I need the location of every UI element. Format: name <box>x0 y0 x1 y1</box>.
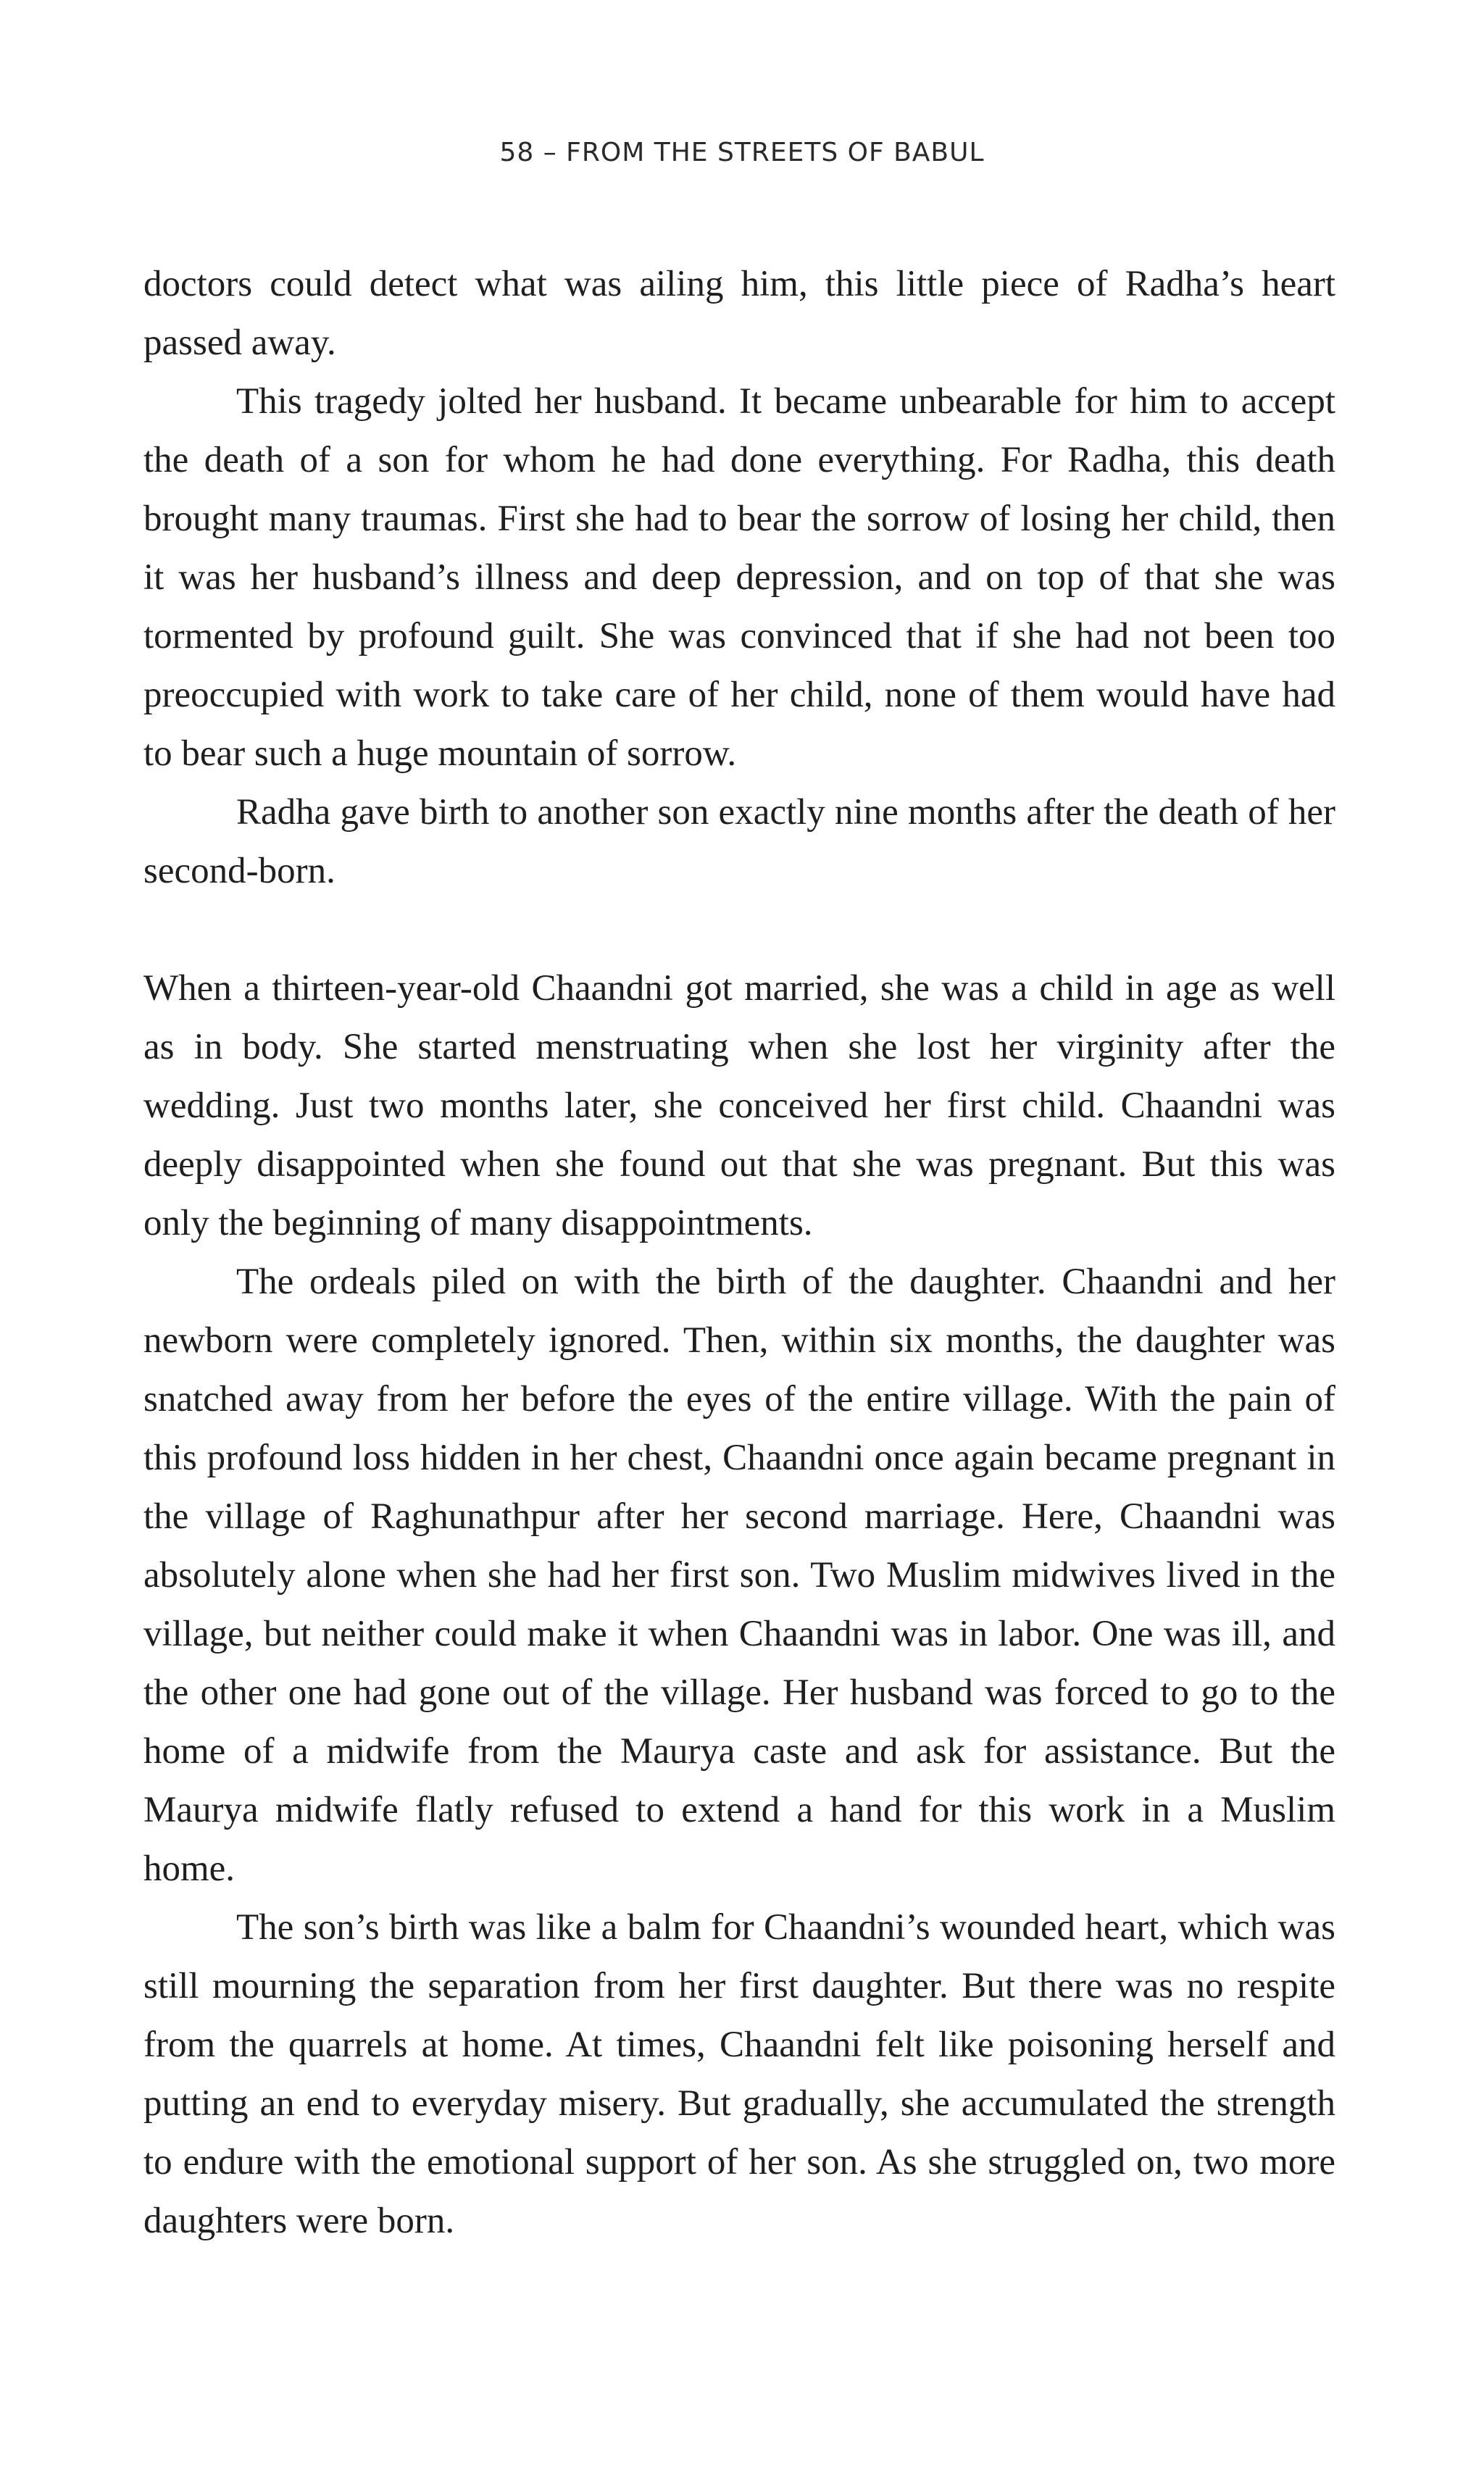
paragraph: The son’s birth was like a balm for Chaandni’s wounded heart, which was still mourning the separation from her first daughter. But there was no respite from the quarrels at home. At times, Chaandni felt like poisoning herself and putting an end to everyday misery. But gradually, she accumulated the strength to endure with the emotional support of her son. As she struggled on, two more daughters were born. <box>143 1907 1335 2241</box>
paragraph: This tragedy jolted her husband. It became unbearable for him to accept the death of a son for whom he had done everything. For Radha, this death brought many traumas. First she had to bear the sorrow of losing her child, then it was her husband’s illness and deep depression, and on top of that she was tormented by profound guilt. She was convinced that if she had not been too preoccupied with work to take care of her child, none of them would have had to bear such a huge mountain of sorrow. <box>143 381 1335 774</box>
section-break <box>143 901 1335 959</box>
paragraph: When a thirteen-year-old Chaandni got married, she was a child in age as well as in body. She started menstruating when she lost her virginity after the wedding. Just two months later, she conceived her first child. Chaandni was deeply disappointed when she found out that she was pregnant. But this was only the beginning of many disappointments. <box>143 968 1335 1243</box>
paragraph: The ordeals piled on with the birth of the daughter. Chaandni and her newborn were completely ignored. Then, within six months, the daughter was snatched away from her before the eyes of the entire village. With the pain of this profound loss hidden in her chest, Chaandni once again became pregnant in the village of Raghunathpur after her second marriage. Here, Chaandni was absolutely alone when she had her first son. Two Muslim midwives lived in the village, but neither could make it when Chaandni was in labor. One was ill, and the other one had gone out of the village. Her husband was forced to go to the home of a midwife from the Maurya caste and ask for assistance. But the Maurya midwife flatly refused to extend a hand for this work in a Muslim home. <box>143 1262 1335 1889</box>
running-head: 58 – FROM THE STREETS OF BABUL <box>499 138 985 167</box>
paragraph: doctors could detect what was ailing him, this little piece of Radha’s heart passed away. <box>143 264 1335 363</box>
body-text <box>143 255 1335 2251</box>
paragraph: Radha gave birth to another son exactly nine months after the death of her second-born. <box>143 792 1335 891</box>
